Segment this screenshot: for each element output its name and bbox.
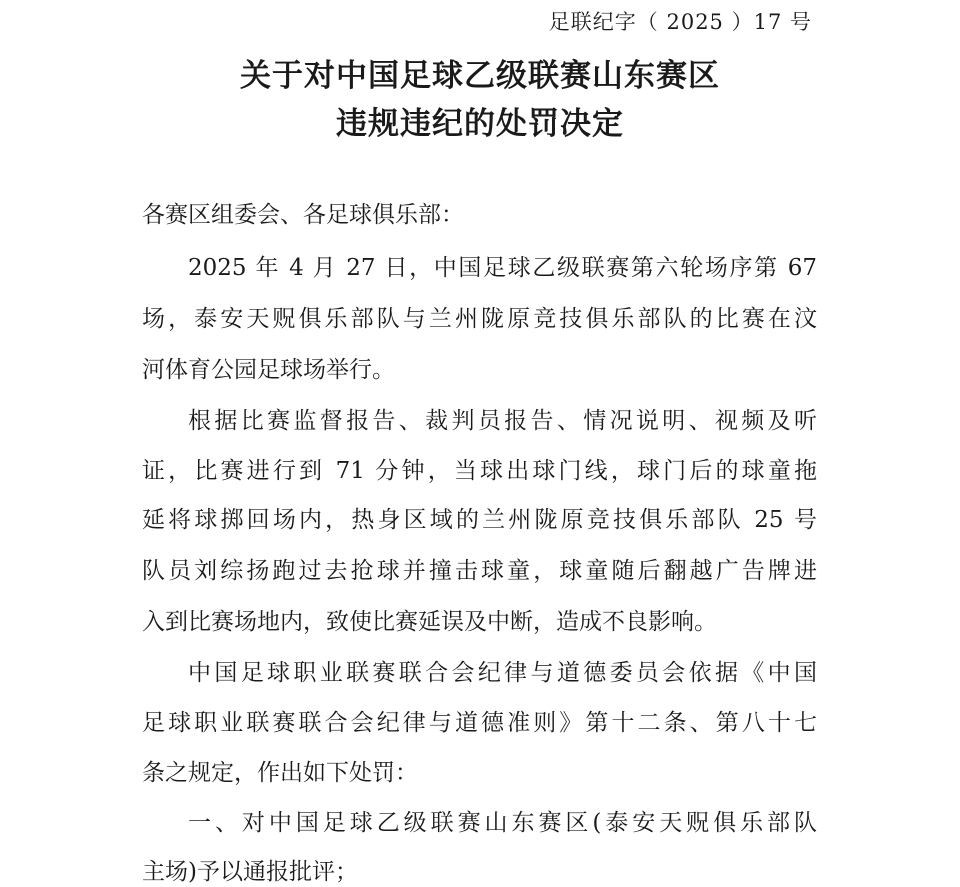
paragraph-line: 入到比赛场地内，致使比赛延误及中断，造成不良影响。	[142, 609, 717, 635]
paragraph-line: 证，比赛进行到 71 分钟，当球出球门线，球门后的球童拖	[142, 458, 817, 484]
paragraph-line: 队员刘综扬跑过去抢球并撞击球童，球童随后翻越广告牌进	[142, 558, 817, 584]
paragraph-line: 场，泰安天贶俱乐部队与兰州陇原竞技俱乐部队的比赛在汶	[142, 306, 817, 332]
document-title-line-2: 违规违纪的处罚决定	[336, 106, 624, 142]
paragraph-line: 中国足球职业联赛联合会纪律与道德委员会依据《中国	[188, 660, 817, 686]
paragraph-line: 延将球掷回场内，热身区域的兰州陇原竞技俱乐部队 25 号	[142, 507, 817, 533]
document-number: 足联纪字（ 2025 ）17 号	[548, 10, 812, 34]
salutation: 各赛区组委会、各足球俱乐部：	[142, 202, 464, 228]
paragraph-line: 根据比赛监督报告、裁判员报告、情况说明、视频及听	[188, 408, 817, 434]
paragraph-line: 条之规定，作出如下处罚：	[142, 760, 418, 786]
paragraph-line: 主场)予以通报批评；	[142, 859, 358, 885]
paragraph-line: 2025 年 4 月 27 日，中国足球乙级联赛第六轮场序第 67	[188, 255, 817, 281]
paragraph-line: 足球职业联赛联合会纪律与道德准则》第十二条、第八十七	[142, 710, 817, 736]
paragraph-line: 一、对中国足球乙级联赛山东赛区(泰安天贶俱乐部队	[188, 810, 817, 836]
document-title-line-1: 关于对中国足球乙级联赛山东赛区	[240, 58, 720, 94]
paragraph-line: 河体育公园足球场举行。	[142, 357, 395, 383]
